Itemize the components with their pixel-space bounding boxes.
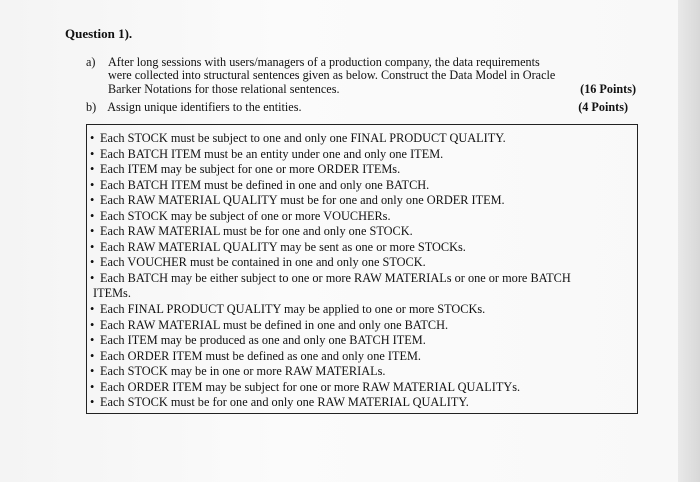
part-b <box>86 101 642 114</box>
bullet-icon: • <box>90 131 95 145</box>
part-b-points: (4 Points) <box>578 100 628 114</box>
bullet-icon: • <box>90 224 95 239</box>
list-item: • Each BATCH ITEM must be an entity under one and only one ITEM. <box>90 146 444 161</box>
list-item: • Each STOCK may be in one or more RAW MATERIALs. <box>90 364 386 379</box>
list-item: • Each RAW MATERIAL must be defined in one and only one BATCH. <box>90 317 449 332</box>
list-item: • Each STOCK must be for one and only one RAW MATERIAL QUALITY. <box>90 395 469 410</box>
bullet-icon: • <box>90 364 95 379</box>
part-a-label: a) <box>86 55 96 69</box>
list-item: • Each FINAL PRODUCT QUALITY may be applied to one or more STOCKs. <box>90 302 486 317</box>
bullet-icon: • <box>90 270 95 285</box>
bullet-icon: • <box>90 255 95 270</box>
page-edge-shadow <box>678 0 700 482</box>
list-item: • Each ORDER ITEM must be defined as one and only one ITEM. <box>90 348 422 363</box>
part-b-text: Assign unique identifiers to the entities. <box>107 100 302 114</box>
bullet-icon: • <box>90 193 95 208</box>
list-item: • Each RAW MATERIAL must be for one and only one STOCK. <box>90 224 413 239</box>
bullet-icon: • <box>90 395 95 410</box>
list-item: • Each BATCH may be either subject to one or more RAW MATERIALs or one or more BATCH ITEMs. <box>90 270 571 301</box>
list-item: • Each RAW MATERIAL QUALITY must be for one and only one ORDER ITEM. <box>90 193 505 208</box>
bullet-icon: • <box>90 348 95 363</box>
part-a-points: (16 Points) <box>580 81 636 96</box>
requirements-list <box>90 131 630 411</box>
bullet-icon: • <box>90 177 95 192</box>
list-item: • Each STOCK may be subject of one or more VOUCHERs. <box>90 208 391 223</box>
list-item: • Each ITEM may be produced as one and only one BATCH ITEM. <box>90 333 426 348</box>
bullet-icon: • <box>90 317 95 332</box>
bullet-icon: • <box>90 146 95 161</box>
part-a-line-3: Barker Notations for those relational sentences. <box>108 81 340 96</box>
part-a-line-2: were collected into structural sentences given as below. Construct the Data Model in Oracle <box>108 68 556 83</box>
list-item: • Each VOUCHER must be contained in one and only one STOCK. <box>90 255 426 270</box>
list-item: • Each ORDER ITEM may be subject for one or more RAW MATERIAL QUALITYs. <box>90 379 521 394</box>
list-item: • Each STOCK must be subject to one and only one FINAL PRODUCT QUALITY. <box>90 131 506 145</box>
bullet-icon: • <box>90 208 95 223</box>
list-item: • Each ITEM may be subject for one or more ORDER ITEMs. <box>90 162 401 177</box>
question-title: Question 1). <box>65 26 133 41</box>
part-b-label: b) <box>86 100 97 114</box>
bullet-icon: • <box>90 302 95 317</box>
part-a <box>86 56 642 96</box>
bullet-icon: • <box>90 379 95 394</box>
part-a-line-1: After long sessions with users/managers of a production company, the data requirements <box>108 55 540 69</box>
bullet-icon: • <box>90 239 95 254</box>
list-item: • Each RAW MATERIAL QUALITY may be sent as one or more STOCKs. <box>90 239 466 254</box>
bullet-icon: • <box>90 162 95 177</box>
bullet-icon: • <box>90 333 95 348</box>
list-item: • Each BATCH ITEM must be defined in one and only one BATCH. <box>90 177 430 192</box>
